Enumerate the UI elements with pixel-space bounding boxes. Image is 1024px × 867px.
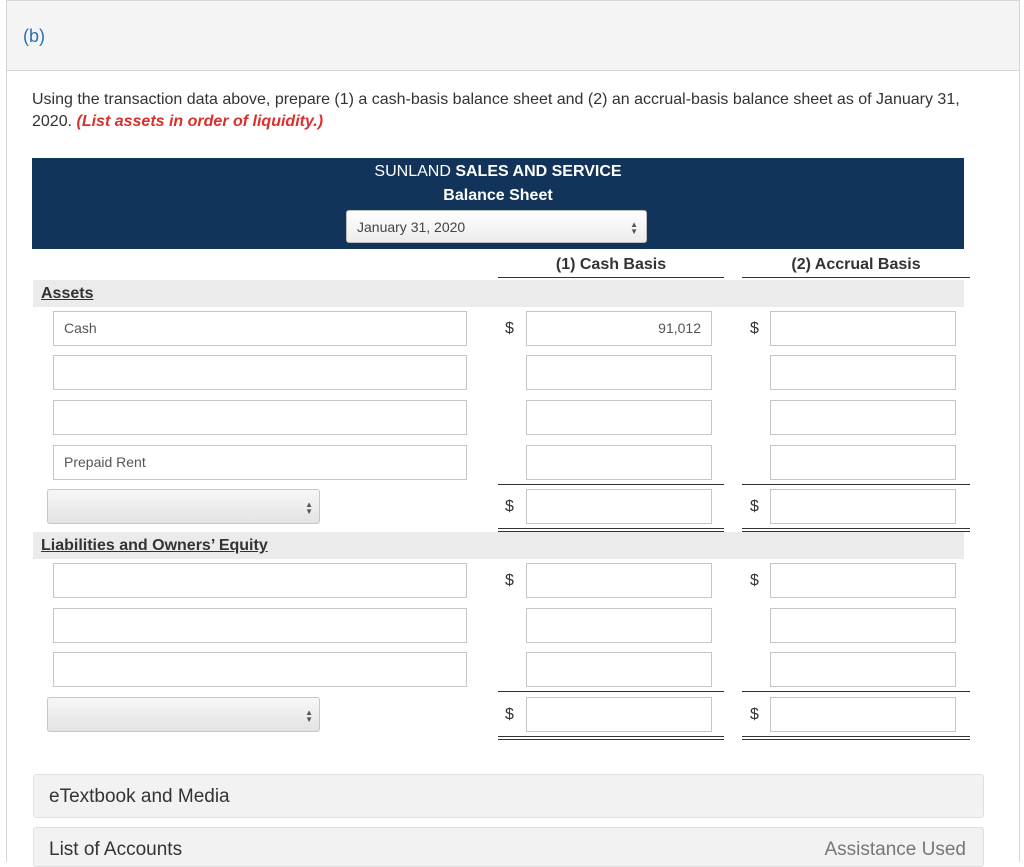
accrual-basis-amount-input[interactable] xyxy=(770,445,956,480)
company-name xyxy=(32,163,964,181)
accrual-basis-amount-input[interactable] xyxy=(770,400,956,435)
dollar-sign: $ xyxy=(505,320,514,337)
instructions-emphasis: (List assets in order of liquidity.) xyxy=(76,113,324,130)
total-liabilities-select[interactable] xyxy=(47,697,320,732)
dollar-sign: $ xyxy=(505,572,514,589)
total-liabilities-accrual-input[interactable] xyxy=(770,697,956,732)
total-assets-cash-input[interactable] xyxy=(526,489,712,524)
company-name-bold: SALES AND SERVICE xyxy=(455,163,622,180)
liabilities-heading: Liabilities and Owners’ Equity xyxy=(41,537,268,554)
dollar-sign: $ xyxy=(750,320,759,337)
part-label: (b) xyxy=(23,26,45,46)
instructions-text: Using the transaction data above, prepare (1) a cash-basis balance sheet and (2) an accrual-basis balance sheet as of January 31, 2020. xyxy=(32,91,960,130)
total-double-rule xyxy=(498,736,724,740)
cash-basis-amount-input[interactable] xyxy=(526,445,712,480)
cash-basis-amount-input[interactable] xyxy=(526,652,712,687)
total-liabilities-cash-input[interactable] xyxy=(526,697,712,732)
dollar-sign: $ xyxy=(505,706,514,723)
company-name-plain: SUNLAND xyxy=(374,163,451,180)
statement-title: Balance Sheet xyxy=(443,187,553,204)
subtotal-rule xyxy=(498,691,724,692)
cash-basis-amount-input[interactable] xyxy=(526,355,712,390)
cash-basis-amount-input[interactable] xyxy=(526,563,712,598)
column-header-cash-rule xyxy=(498,277,724,278)
date-select-value: January 31, 2020 xyxy=(357,219,466,235)
select-arrows-icon: ▲ ▼ xyxy=(630,220,638,236)
accrual-basis-amount-input[interactable] xyxy=(770,311,956,346)
total-assets-select[interactable] xyxy=(47,489,320,524)
dollar-sign: $ xyxy=(505,498,514,515)
etextbook-media-button[interactable] xyxy=(33,774,984,818)
account-input[interactable]: Prepaid Rent xyxy=(53,445,467,480)
cash-basis-amount-input[interactable] xyxy=(526,608,712,643)
date-select[interactable] xyxy=(346,210,647,243)
instructions xyxy=(32,89,992,133)
column-header-accrual-rule xyxy=(742,277,970,278)
account-input[interactable] xyxy=(53,608,467,643)
subtotal-rule xyxy=(742,691,970,692)
subtotal-rule xyxy=(742,484,970,485)
account-input[interactable] xyxy=(53,652,467,687)
dollar-sign: $ xyxy=(750,498,759,515)
accrual-basis-amount-input[interactable] xyxy=(770,355,956,390)
column-header-cash: (1) Cash Basis xyxy=(555,256,667,273)
list-of-accounts-label: List of Accounts xyxy=(49,839,183,860)
select-arrows-icon: ▲ ▼ xyxy=(305,500,313,516)
account-input[interactable] xyxy=(53,563,467,598)
cash-basis-amount-input[interactable] xyxy=(526,400,712,435)
select-arrows-icon: ▲ ▼ xyxy=(305,708,313,724)
column-header-accrual: (2) Accrual Basis xyxy=(791,256,921,273)
account-input[interactable] xyxy=(53,400,467,435)
total-assets-accrual-input[interactable] xyxy=(770,489,956,524)
dollar-sign: $ xyxy=(750,572,759,589)
accrual-basis-amount-input[interactable] xyxy=(770,608,956,643)
account-input[interactable]: Cash xyxy=(53,311,467,346)
account-input[interactable] xyxy=(53,355,467,390)
accrual-basis-amount-input[interactable] xyxy=(770,563,956,598)
subtotal-rule xyxy=(498,484,724,485)
assistance-used-label: Assistance Used xyxy=(824,839,966,860)
assets-heading: Assets xyxy=(41,285,94,302)
statement-header xyxy=(32,158,964,249)
accrual-basis-amount-input[interactable] xyxy=(770,652,956,687)
assets-band xyxy=(33,280,964,307)
dollar-sign: $ xyxy=(750,706,759,723)
cash-basis-amount-input[interactable]: 91,012 xyxy=(526,311,712,346)
list-of-accounts-button[interactable] xyxy=(33,827,984,867)
etextbook-media-label: eTextbook and Media xyxy=(49,786,230,807)
total-double-rule xyxy=(742,736,970,740)
part-header xyxy=(7,1,1019,71)
